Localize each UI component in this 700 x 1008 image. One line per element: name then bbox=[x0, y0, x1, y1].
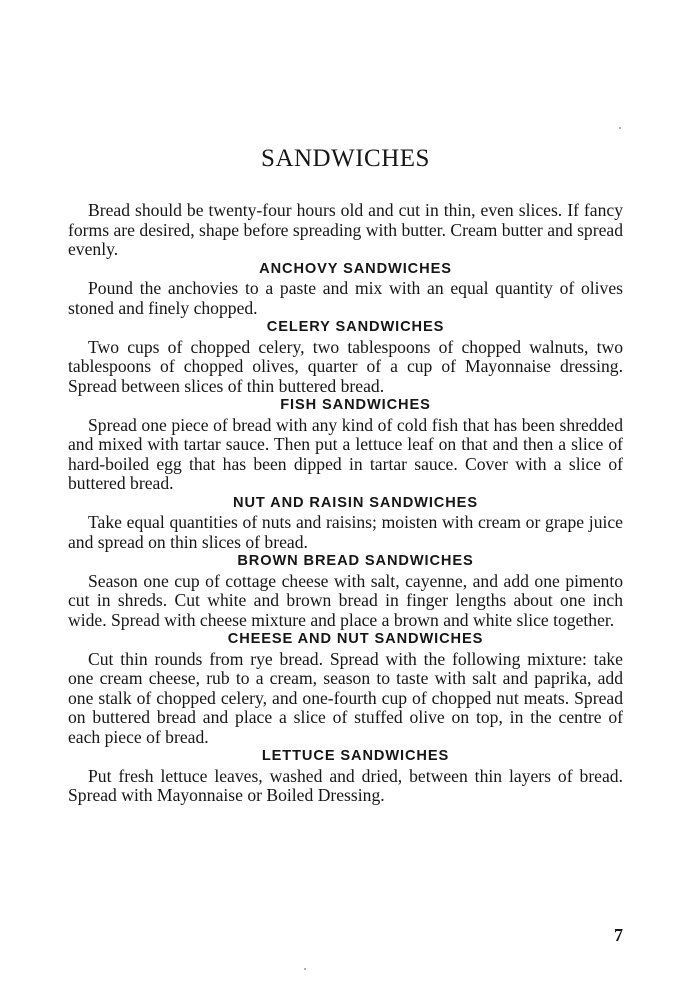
recipe-heading: FISH SANDWICHES bbox=[280, 397, 431, 413]
intro-paragraph: Bread should be twenty-four hours old and cut in thin, even slices. If fancy forms are desired, shape before spreading with butter. Cream butter and spread evenly. bbox=[68, 200, 623, 259]
book-page bbox=[68, 0, 623, 1008]
paper-speck bbox=[304, 968, 306, 970]
page-content bbox=[68, 201, 623, 806]
recipe-lettuce bbox=[68, 747, 623, 806]
recipe-heading: NUT AND RAISIN SANDWICHES bbox=[233, 494, 478, 511]
recipe-heading: BROWN BREAD SANDWICHES bbox=[237, 553, 474, 569]
recipe-brown-bread bbox=[68, 552, 623, 630]
recipe-heading: ANCHOVY SANDWICHES bbox=[259, 260, 452, 277]
recipe-text: Cut thin rounds from rye bread. Spread with the following mixture: take one cream cheese, rub to a cream, season to taste with salt and paprika, add one stalk of chopped celery, and one-fourth cup of chopped nut meats. Spread on buttered bread and place a slice of stuffed olive on top, in the centre of each piece of bread. bbox=[68, 648, 623, 747]
recipe-cheese-and-nut bbox=[68, 630, 623, 747]
recipe-text: Pound the anchovies to a paste and mix with an equal quantity of olives stoned and finely chopped. bbox=[68, 278, 623, 318]
recipe-heading: LETTUCE SANDWICHES bbox=[261, 748, 450, 764]
recipe-heading: CHEESE AND NUT SANDWICHES bbox=[227, 631, 484, 647]
recipe-celery bbox=[68, 318, 623, 396]
page-number: 7 bbox=[614, 925, 623, 945]
page-title: SANDWICHES bbox=[261, 145, 430, 172]
recipe-text: Put fresh lettuce leaves, washed and dried, between thin layers of bread. Spread with Mayonnaise or Boiled Dressing. bbox=[68, 765, 623, 805]
recipe-text: Take equal quantities of nuts and raisins; moisten with cream or grape juice and spread on thin slices of bread. bbox=[68, 512, 623, 552]
recipe-heading: CELERY SANDWICHES bbox=[266, 319, 445, 335]
paper-speck bbox=[619, 127, 621, 129]
recipe-anchovy bbox=[68, 260, 623, 319]
recipe-nut-and-raisin bbox=[68, 494, 623, 553]
recipe-text: Two cups of chopped celery, two tablespoons of chopped walnuts, two tablespoons of chopped olives, quarter of a cup of Mayonnaise dressing. Spread between slices of thin buttered bread. bbox=[68, 336, 623, 396]
recipe-fish bbox=[68, 396, 623, 494]
recipe-text: Spread one piece of bread with any kind of cold fish that has been shredded and mixed with tartar sauce. Then put a lettuce leaf on that and then a slice of hard-boiled egg that has been dipped in tartar sauce. Cover with a slice of buttered bread. bbox=[68, 414, 623, 493]
recipe-text: Season one cup of cottage cheese with salt, cayenne, and add one pimento cut in shreds. Cut white and brown bread in finger lengths about one inch wide. Spread with cheese mixture and place a brown and white slice together. bbox=[68, 570, 623, 630]
